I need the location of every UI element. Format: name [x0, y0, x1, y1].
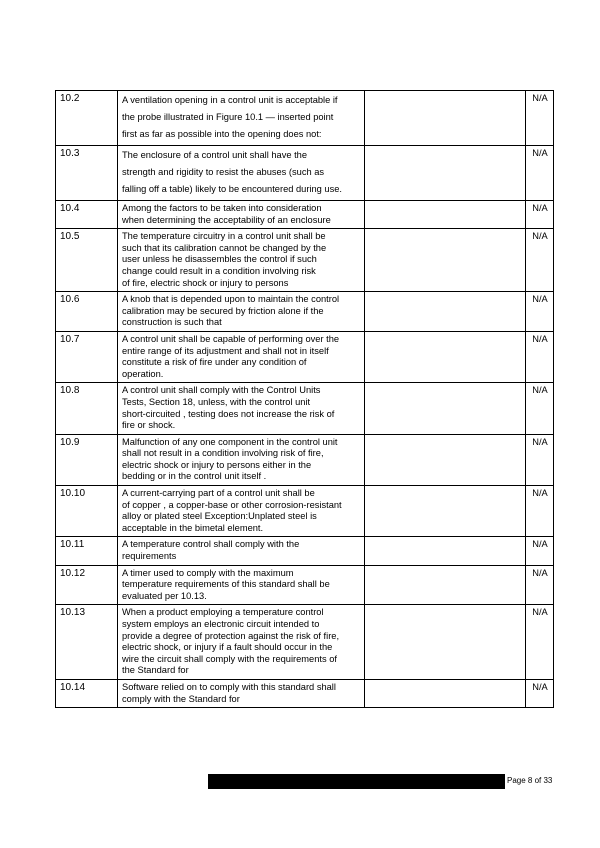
page-number: Page 8 of 33: [507, 776, 553, 785]
result-remark: [365, 565, 526, 605]
requirement-text: [118, 434, 365, 485]
result-remark: [365, 679, 526, 707]
requirement-line: evaluated per 10.13.: [122, 590, 207, 601]
requirement-text: [118, 331, 365, 382]
verdict: N/A: [526, 201, 554, 229]
verdict: N/A: [526, 331, 554, 382]
requirement-line: requirements: [122, 551, 177, 562]
clause-number: 10.12: [56, 565, 118, 605]
verdict: N/A: [526, 537, 554, 565]
requirements-table: [55, 90, 554, 708]
clause-number: 10.5: [56, 229, 118, 292]
table-row: [56, 537, 554, 565]
table-row: [56, 91, 554, 146]
requirement-line: of fire, electric shock or injury to persons: [122, 277, 289, 288]
table-row: [56, 679, 554, 707]
result-remark: [365, 537, 526, 565]
result-remark: [365, 331, 526, 382]
clause-number: 10.13: [56, 605, 118, 680]
requirement-line: short-circuited , testing does not increase the risk of: [122, 408, 335, 419]
requirement-line: When a product employing a temperature control: [122, 607, 324, 618]
clause-number: 10.7: [56, 331, 118, 382]
requirement-line: wire the circuit shall comply with the requirements of: [122, 653, 337, 664]
verdict: N/A: [526, 292, 554, 332]
clause-number: 10.11: [56, 537, 118, 565]
redacted-footer-bar: [208, 774, 505, 789]
verdict: N/A: [526, 565, 554, 605]
requirement-text: [118, 537, 365, 565]
result-remark: [365, 292, 526, 332]
requirement-line: electric shock, or injury if a fault should occur in the: [122, 642, 333, 653]
result-remark: [365, 229, 526, 292]
clause-number: 10.4: [56, 201, 118, 229]
table-row: [56, 565, 554, 605]
requirement-line: alloy or plated steel Exception:Unplated steel is: [122, 511, 317, 522]
requirement-line: provide a degree of protection against the risk of fire,: [122, 630, 340, 641]
table-row: [56, 146, 554, 201]
requirement-line: The enclosure of a control unit shall have the: [122, 150, 308, 160]
verdict: N/A: [526, 91, 554, 146]
requirement-text: [118, 383, 365, 434]
requirement-line: A timer used to comply with the maximum: [122, 567, 294, 578]
table-row: [56, 486, 554, 537]
requirement-line: calibration may be secured by friction alone if the: [122, 305, 324, 316]
verdict: N/A: [526, 486, 554, 537]
table-row: [56, 229, 554, 292]
requirements-table-body: [56, 91, 554, 708]
requirement-line: temperature requirements of this standard shall be: [122, 579, 330, 590]
requirement-line: user unless he disassembles the control if such: [122, 254, 317, 265]
requirement-line: A ventilation opening in a control unit is acceptable if: [122, 95, 338, 105]
requirement-line: strength and rigidity to resist the abuses (such as: [122, 167, 325, 177]
requirement-line: first as far as possible into the opening does not:: [122, 129, 322, 139]
requirement-line: Tests, Section 18, unless, with the control unit: [122, 396, 311, 407]
requirement-line: bedding or in the control unit itself .: [122, 471, 267, 482]
requirement-line: Software relied on to comply with this standard shall: [122, 681, 336, 692]
result-remark: [365, 383, 526, 434]
result-remark: [365, 201, 526, 229]
table-row: [56, 292, 554, 332]
requirement-text: [118, 565, 365, 605]
requirement-text: [118, 292, 365, 332]
requirement-line: constitute a risk of fire under any condition of: [122, 357, 307, 368]
requirement-line: when determining the acceptability of an enclosure: [122, 214, 331, 225]
requirement-line: Malfunction of any one component in the control unit: [122, 436, 338, 447]
verdict: N/A: [526, 605, 554, 680]
requirement-line: A knob that is depended upon to maintain the control: [122, 294, 340, 305]
verdict: N/A: [526, 146, 554, 201]
clause-number: 10.10: [56, 486, 118, 537]
result-remark: [365, 146, 526, 201]
verdict: N/A: [526, 679, 554, 707]
clause-number: 10.2: [56, 91, 118, 146]
requirement-line: A temperature control shall comply with the: [122, 539, 300, 550]
verdict: N/A: [526, 434, 554, 485]
table-row: [56, 383, 554, 434]
requirement-line: operation.: [122, 368, 164, 379]
requirement-line: the probe illustrated in Figure 10.1 — inserted point: [122, 112, 334, 122]
requirement-text: [118, 486, 365, 537]
requirement-line: A current-carrying part of a control unit shall be: [122, 488, 315, 499]
clause-number: 10.3: [56, 146, 118, 201]
requirement-text: [118, 201, 365, 229]
requirement-line: electric shock or injury to persons either in the: [122, 459, 312, 470]
requirement-line: The temperature circuitry in a control unit shall be: [122, 231, 326, 242]
requirement-text: [118, 91, 365, 146]
verdict: N/A: [526, 383, 554, 434]
requirement-line: of copper , a copper-base or other corrosion-resistant: [122, 499, 342, 510]
requirement-line: such that its calibration cannot be changed by the: [122, 242, 327, 253]
requirement-line: the Standard for: [122, 665, 189, 676]
requirement-text: [118, 229, 365, 292]
table-row: [56, 331, 554, 382]
requirement-line: change could result in a condition involving risk: [122, 265, 316, 276]
requirement-line: falling off a table) likely to be encountered during use.: [122, 184, 342, 194]
requirement-text: [118, 146, 365, 201]
requirement-line: system employs an electronic circuit intended to: [122, 619, 320, 629]
requirement-text: [118, 679, 365, 707]
table-row: [56, 605, 554, 680]
result-remark: [365, 91, 526, 146]
verdict: N/A: [526, 229, 554, 292]
table-row: [56, 434, 554, 485]
clause-number: 10.8: [56, 383, 118, 434]
requirement-text: [118, 605, 365, 680]
requirement-line: A control unit shall be capable of performing over the: [122, 333, 340, 344]
requirement-line: Among the factors to be taken into consideration: [122, 203, 322, 213]
clause-number: 10.9: [56, 434, 118, 485]
clause-number: 10.14: [56, 679, 118, 707]
requirement-line: entire range of its adjustment and shall not in itself: [122, 345, 329, 356]
requirement-line: comply with the Standard for: [122, 693, 240, 704]
clause-number: 10.6: [56, 292, 118, 332]
requirement-line: A control unit shall comply with the Control Units: [122, 385, 321, 396]
requirement-line: acceptable in the bimetal element.: [122, 522, 264, 533]
requirement-line: shall not result in a condition involving risk of fire,: [122, 448, 324, 459]
table-row: [56, 201, 554, 229]
requirement-line: fire or shock.: [122, 420, 176, 431]
requirement-line: construction is such that: [122, 317, 222, 328]
result-remark: [365, 605, 526, 680]
result-remark: [365, 434, 526, 485]
result-remark: [365, 486, 526, 537]
